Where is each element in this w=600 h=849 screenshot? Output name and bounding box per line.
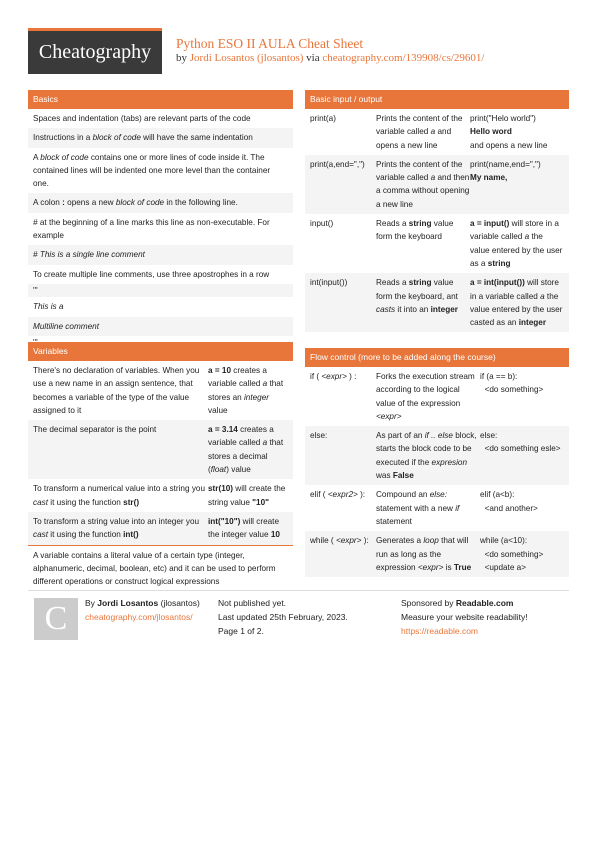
- basic-io-description: Reads a string value form the keyboard, ant casts it into an integer: [376, 278, 458, 314]
- basic-io-description: Reads a string value form the keyboard: [376, 219, 454, 242]
- variables-left-cell: To transform a string value into an integer you cast it using the function int(): [33, 516, 200, 540]
- byline: [176, 52, 485, 64]
- basics-row: A block of code contains one or more lines of code inside it. The contained lines will be indented one more level than the container one.: [33, 152, 271, 189]
- basic-io-row: [305, 214, 569, 273]
- flow-description: Generates a loop that will run as long as the expression <expr> is True: [376, 536, 472, 572]
- basics-row: Instructions in a block of code will have the same indentation: [28, 128, 293, 147]
- sponsor-tagline: Measure your website readability!: [401, 612, 528, 622]
- flow-example: [480, 429, 564, 482]
- flow-example-line: if (a == b):: [480, 372, 518, 381]
- sponsor-link[interactable]: https://readable.com: [401, 626, 479, 636]
- flow-example: [480, 534, 564, 574]
- page-title: Python ESO II AULA Cheat Sheet: [176, 36, 364, 51]
- by-label: by: [176, 52, 187, 64]
- basics-row: This is a: [33, 302, 64, 312]
- basics-row: Spaces and indentation (tabs) are relevant parts of the code: [33, 114, 251, 123]
- variables-note: A variable contains a literal value of a certain type (integer, alphanumeric, decimal, boolean, etc) and it can be used to perform different operations or construct logical expressions: [33, 550, 276, 587]
- variables-left-cell: To transform a numerical value into a string you cast it using the function str(): [33, 484, 206, 507]
- basics-row: A colon : opens a new block of code in the following line.: [28, 193, 293, 212]
- flow-syntax: else:: [310, 431, 328, 441]
- variables-panel: [28, 342, 293, 591]
- basics-row: # This is a single line comment: [28, 245, 293, 264]
- basic-io-syntax: print(a): [310, 114, 336, 123]
- flow-example: [480, 488, 564, 528]
- basic-io-syntax: input(): [310, 219, 334, 229]
- flow-row: [305, 485, 569, 531]
- footer-author: [85, 596, 200, 624]
- variables-row: [28, 479, 293, 512]
- flow-example-line: <do something>: [484, 385, 544, 395]
- flow-example-line: elif (a<b):: [480, 490, 515, 500]
- basic-io-example: print(name,end=",") My name,: [470, 159, 541, 183]
- footer-author-link[interactable]: cheatography.com/jlosantos/: [85, 612, 193, 622]
- basic-io-syntax: print(a,end=","): [310, 159, 365, 169]
- variables-right-cell: a = 3.14 creates a variable called a that stores a decimal (float) value: [208, 425, 284, 475]
- variables-row: [28, 420, 293, 479]
- flow-syntax: if ( <expr> ) :: [310, 372, 357, 381]
- footer-author-handle: (jlosantos): [160, 598, 200, 608]
- basics-row: ''': [28, 284, 293, 297]
- flow-row: [305, 531, 569, 577]
- page-number: Page 1 of 2.: [218, 626, 264, 636]
- flow-control-panel: [305, 348, 569, 577]
- flow-example-line: <update a>: [484, 562, 526, 572]
- basic-io-panel: [305, 90, 569, 332]
- basics-row: # at the beginning of a line marks this line as non-executable. For example: [33, 217, 270, 241]
- basic-io-syntax: int(input()): [310, 278, 348, 288]
- last-updated: Last updated 25th February, 2023.: [218, 612, 348, 622]
- flow-description: Compound an else: statement with a new if statement: [376, 490, 460, 526]
- basic-io-description: Prints the content of the variable called a and then a comma without opening a new line: [376, 159, 470, 209]
- cheatography-c-icon: C: [34, 598, 78, 640]
- flow-example-line: else:: [480, 431, 498, 441]
- flow-example-line: <do something>: [484, 549, 544, 559]
- basic-io-example: print("Helo world") Hello word and opens a new line: [470, 114, 548, 150]
- publish-status: Not published yet.: [218, 598, 287, 608]
- flow-control-heading: Flow control (more to be added along the course): [305, 348, 569, 367]
- footer-separator: [28, 590, 569, 591]
- flow-example-line: <do something esle>: [484, 444, 561, 454]
- variables-left-cell: There's no declaration of variables. When you use a new name in an assign sentence, that becomes a variable of the type of the value assigned to it: [33, 366, 200, 415]
- variables-left-cell: The decimal separator is the point: [33, 425, 157, 435]
- variables-right-cell: int("10") will create the integer value 10: [208, 516, 280, 540]
- flow-example-line: <and another>: [484, 503, 538, 513]
- flow-example: [480, 370, 564, 423]
- basics-row: To create multiple line comments, use three apostrophes in a row: [33, 269, 270, 279]
- flow-row: [305, 426, 569, 485]
- flow-syntax: while ( <expr> ):: [310, 536, 369, 546]
- flow-example-line: while (a<10):: [480, 536, 528, 546]
- sponsor-name: Readable.com: [455, 598, 514, 608]
- footer-author-name: Jordi Losantos: [97, 598, 159, 608]
- basic-io-row: [305, 155, 569, 214]
- variables-right-cell: a = 10 creates a variable called a that stores an integer value: [208, 366, 284, 415]
- footer-sponsor: [401, 596, 528, 638]
- sponsor-prefix: Sponsored by: [401, 598, 454, 608]
- basic-io-heading: Basic input / output: [305, 90, 569, 109]
- author-link[interactable]: Jordi Losantos (jlosantos): [189, 52, 304, 64]
- cheatography-logo[interactable]: [28, 28, 162, 74]
- flow-description: Forks the execution stream according to the logical value of the expression <expr>: [376, 372, 475, 421]
- basic-io-row: [305, 109, 569, 155]
- variables-row: [28, 361, 293, 420]
- flow-syntax: elif ( <expr2> ):: [310, 490, 366, 500]
- basics-panel: [28, 90, 293, 351]
- flow-row: [305, 367, 569, 426]
- variables-heading: Variables: [28, 342, 293, 361]
- basics-row: Multiline comment: [28, 317, 293, 336]
- basics-heading: Basics: [28, 90, 293, 109]
- logo-text: Cheatography: [38, 41, 152, 63]
- sheet-url-link[interactable]: cheatography.com/139908/cs/29601/: [322, 52, 485, 64]
- variables-right-cell: str(10) will create the string value "10": [208, 484, 286, 507]
- author-prefix: By: [85, 598, 95, 608]
- basic-io-example: a = int(input()) will store in a variable called a the value entered by the user casted as an integer: [470, 278, 563, 328]
- basic-io-description: Prints the content of the variable called a and opens a new line: [376, 114, 463, 150]
- basic-io-row: [305, 273, 569, 332]
- footer-status: [218, 596, 348, 638]
- via-label: via: [306, 52, 320, 64]
- variables-row: [28, 512, 293, 545]
- flow-description: As part of an if .. else block, starts the block code to be executed if the expresion was False: [376, 431, 477, 481]
- basic-io-example: a = input() will store in a variable called a the value entered by the user as a string: [470, 219, 563, 268]
